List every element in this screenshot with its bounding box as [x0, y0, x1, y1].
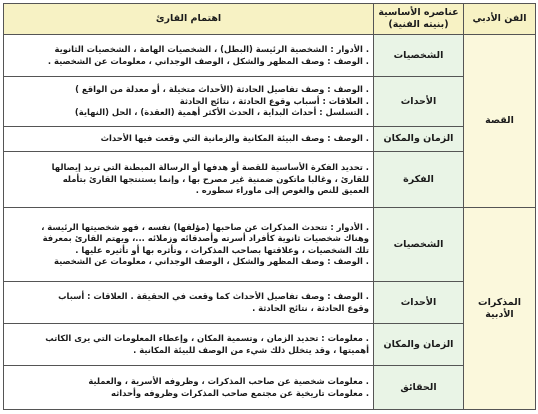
table-row	[4, 324, 536, 366]
element-cell: الزمان والمكان	[374, 324, 464, 366]
focus-cell: . الأدوار : الشخصية الرئيسة (البطل) ، الشخصيات الهامة ، الشخصيات الثانوية . الوصف : وصف المظهر والشكل ، الوصف الوجداني ، معلومات عن الشخصية .	[4, 35, 374, 77]
genre-cell-memoirs: المذكرات الأدبية	[464, 208, 536, 410]
focus-cell: . معلومات : تحديد الزمان ، وتسمية المكان ، وإعطاء المعلومات التي يرى الكاتب أهميتها ، وقد يتخلل ذلك شيء من الوصف للبيئة المكانية .	[4, 324, 374, 366]
focus-cell: . الوصف : وصف تفاصيل الحادثة (الأحداث متخيلة ، أو معدلة من الواقع ) . العلاقات : أسباب وقوع الحادثة ، نتائج الحادثة . التسلسل : أحداث البداية ، الحدث الأكثر أهمية (العقدة) ، الحل (النهاية)	[4, 77, 374, 127]
table-row	[4, 35, 536, 77]
table-row	[4, 152, 536, 208]
table-row	[4, 282, 536, 324]
focus-cell: . الأدوار : تتحدث المذكرات عن صاحبها (مؤلفها) نفسه ، فهو شخصيتها الرئيسة ، وهناك شخصيات ثانوية كأفراد أسرته وأصدقائه وزملائه ...، ويهتم القارئ بمعرفة تلك الشخصيات ، وعلاقتها بصاحب المذكرات ، وتأثره بها أو تأثيره عليها . . الوصف : وصف المظهر والشكل ، الوصف الوجداني ، معلومات عن الشخصية	[4, 208, 374, 282]
element-cell: الفكرة	[374, 152, 464, 208]
focus-cell: . معلومات شخصية عن صاحب المذكرات ، وظروفه الأسرية ، والعملية . معلومات تاريخية عن مجتمع صاحب المذكرات وظروفه وأحداثه	[4, 366, 374, 410]
header-reader-focus: اهتمام القارئ	[4, 4, 374, 35]
element-cell: الحقائق	[374, 366, 464, 410]
table-row	[4, 127, 536, 152]
focus-cell: . تحديد الفكرة الأساسية للقصة أو هدفها أو الرسالة المبطنة التي تريد إيصالها للقارئ ، وغالبا ماتكون ضمنية غير مصرح بها ، وإنما يستنتجها القارئ بتأمله العميق للنص والغوص إلى ماوراء سطوره .	[4, 152, 374, 208]
element-cell: الأحداث	[374, 282, 464, 324]
table-row	[4, 208, 536, 282]
element-cell: الشخصيات	[374, 208, 464, 282]
header-genre: الفن الأدبي	[464, 4, 536, 35]
element-cell: الشخصيات	[374, 35, 464, 77]
focus-cell: . الوصف : وصف تفاصيل الأحداث كما وقعت في الحقيقة . العلاقات : أسباب وقوع الحادثة ، نتائج الحادثة .	[4, 282, 374, 324]
genre-cell-story: القصة	[464, 35, 536, 208]
focus-cell: . الوصف : وصف البيئة المكانية والزمانية التي وقعت فيها الأحداث	[4, 127, 374, 152]
table-row	[4, 366, 536, 410]
header-row	[4, 4, 536, 35]
element-cell: الأحداث	[374, 77, 464, 127]
literary-elements-table	[3, 3, 536, 410]
table-row	[4, 77, 536, 127]
header-elements: عناصره الأساسية (بنيته الفنية)	[374, 4, 464, 35]
element-cell: الزمان والمكان	[374, 127, 464, 152]
